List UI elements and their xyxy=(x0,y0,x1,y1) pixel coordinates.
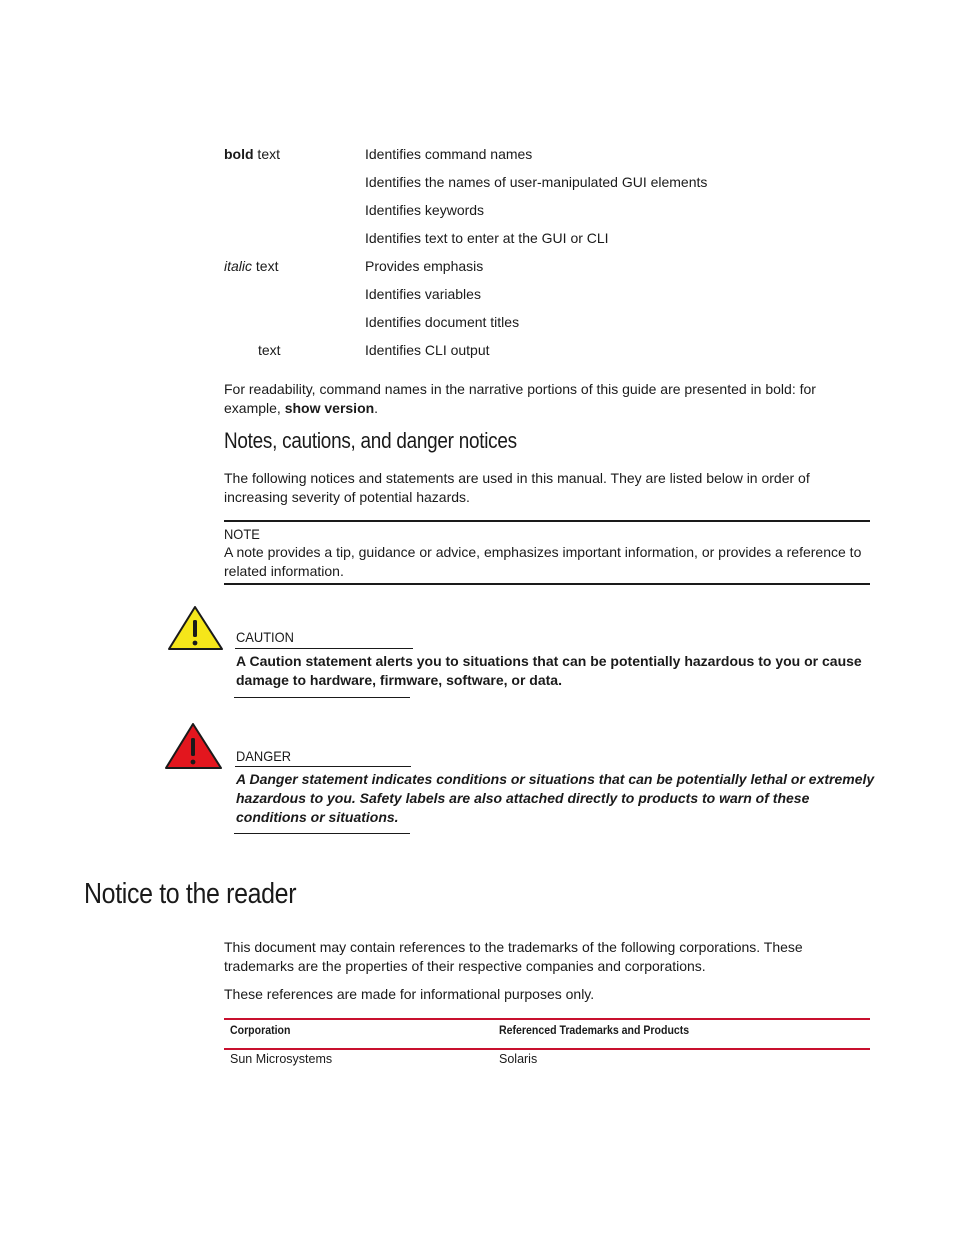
danger-bottom-rule xyxy=(234,833,410,834)
danger-label-rule xyxy=(235,766,411,767)
convention-description: Identifies document titles xyxy=(365,314,520,330)
notices-intro: The following notices and statements are used in this manual. They are listed below in order of increasing severity of potential hazards. xyxy=(224,470,810,505)
convention-row xyxy=(224,284,870,304)
section-heading-reader: Notice to the reader xyxy=(84,878,297,910)
convention-description: Identifies CLI output xyxy=(365,342,490,358)
note-top-rule xyxy=(224,520,870,522)
table-cell-trademark: Solaris xyxy=(499,1052,538,1066)
danger-warning-icon xyxy=(165,723,223,769)
readability-paragraph: For readability, command names in the narrative portions of this guide are presented in bold: for example, show version. xyxy=(224,381,816,416)
note-label: NOTE xyxy=(224,526,260,542)
caution-body: A Caution statement alerts you to situations that can be potentially hazardous to you or cause damage to hardware, firmware, software, or data. xyxy=(236,653,862,688)
convention-description: Identifies command names xyxy=(365,146,533,162)
table-header-rule xyxy=(224,1048,870,1050)
section-heading-notices: Notes, cautions, and danger notices xyxy=(224,428,517,453)
convention-term: text xyxy=(258,342,281,358)
caution-label-rule xyxy=(235,648,413,649)
convention-row xyxy=(224,312,870,332)
reader-paragraph-2: These references are made for informational purposes only. xyxy=(224,986,595,1002)
danger-label: DANGER xyxy=(236,748,292,764)
convention-row xyxy=(224,172,870,192)
convention-row xyxy=(224,144,870,164)
convention-description: Identifies text to enter at the GUI or CLI xyxy=(365,230,609,246)
convention-row xyxy=(224,228,870,248)
table-cell-corporation: Sun Microsystems xyxy=(230,1052,333,1066)
convention-row xyxy=(224,340,870,360)
caution-warning-icon xyxy=(168,606,224,650)
convention-description: Identifies variables xyxy=(365,286,481,302)
command-example: show version xyxy=(284,400,375,416)
note-body: A note provides a tip, guidance or advice, emphasizes important information, or provides a reference to related information. xyxy=(224,544,862,579)
convention-row xyxy=(224,200,870,220)
caution-label: CAUTION xyxy=(236,629,294,645)
table-header-trademarks: Referenced Trademarks and Products xyxy=(499,1023,690,1037)
note-bottom-rule xyxy=(224,583,870,585)
table-header-corporation: Corporation xyxy=(230,1023,291,1037)
convention-description: Provides emphasis xyxy=(365,258,484,274)
table-top-rule xyxy=(224,1018,870,1020)
reader-paragraph-1: This document may contain references to the trademarks of the following corporations. These trademarks are the properties of their respective companies and corporations. xyxy=(224,939,803,974)
danger-body: A Danger statement indicates conditions or situations that can be potentially lethal or extremely hazardous to you. Safety labels are also attached directly to products to warn of these conditions or situations. xyxy=(236,771,875,825)
convention-term: italic text xyxy=(224,258,279,274)
convention-description: Identifies the names of user-manipulated GUI elements xyxy=(365,174,708,190)
convention-description: Identifies keywords xyxy=(365,202,485,218)
caution-bottom-rule xyxy=(234,697,410,698)
convention-row xyxy=(224,256,870,276)
convention-term: bold text xyxy=(224,146,281,162)
